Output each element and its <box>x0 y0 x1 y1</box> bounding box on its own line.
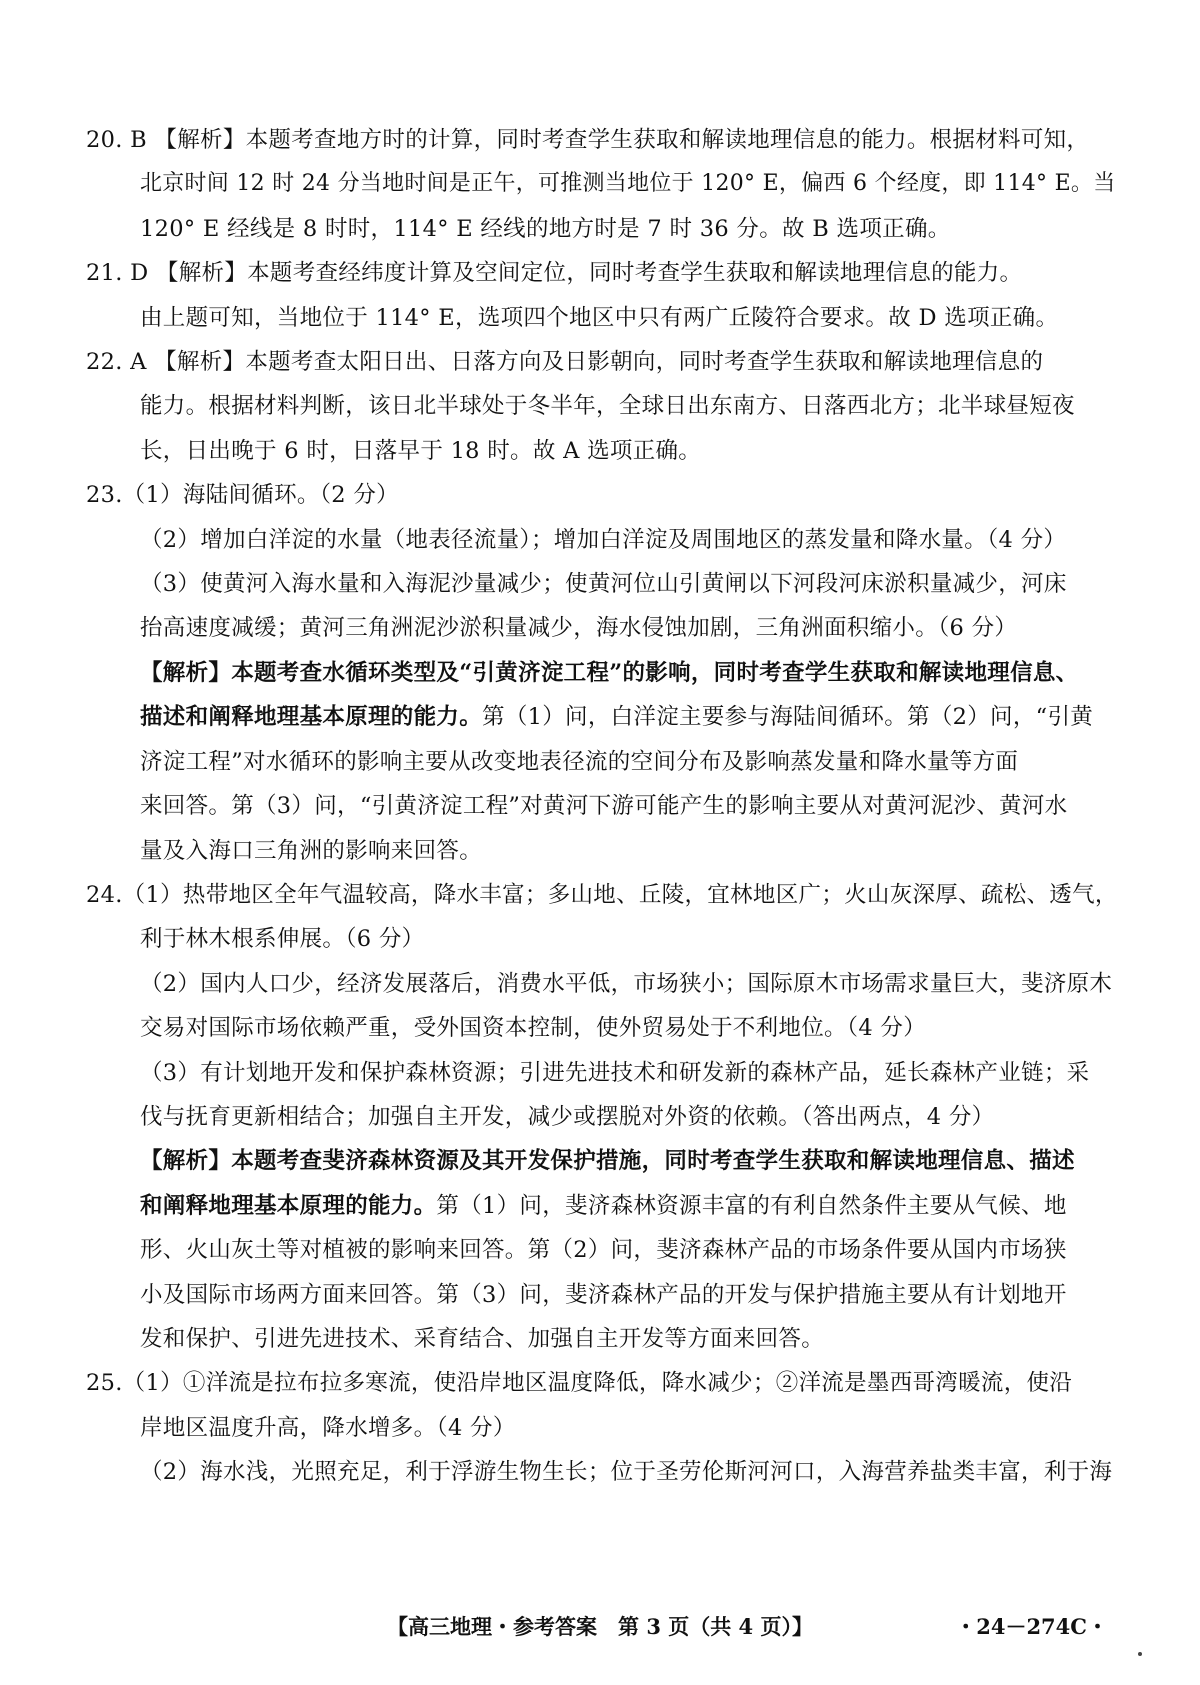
q24-answer-2-line-1: （2）国内人口少，经济发展落后，消费水平低，市场狭小；国际原木市场需求量巨大，斐济原木 <box>140 970 1113 997</box>
q23-explanation-line-4: 来回答。第（3）问，“引黄济淀工程”对黄河下游可能产生的影响主要从对黄河泥沙、黄河水 <box>140 793 1068 820</box>
scan-dot <box>1138 1652 1142 1656</box>
q21-line-2: 由上题可知，当地位于 114° E，选项四个地区中只有两广丘陵符合要求。故 D 选项正确。 <box>140 304 1059 331</box>
q24-explanation-line-2 <box>86 1184 1126 1228</box>
q23-explanation-line-1: 【解析】本题考查水循环类型及“引黄济淀工程”的影响，同时考查学生获取和解读地理信息、 <box>140 659 1079 686</box>
answer-content <box>86 118 1126 1495</box>
q24-explanation-line-2-rest: 第（1）问，斐济森林资源丰富的有利自然条件主要从气候、地 <box>436 1192 1067 1219</box>
q23-answer-3-line-2: 抬高速度减缓；黄河三角洲泥沙淤积量减少，海水侵蚀加剧，三角洲面积缩小。（6 分） <box>140 615 1018 642</box>
q22-line-3: 长，日出晚于 6 时，日落早于 18 时。故 A 选项正确。 <box>140 437 702 464</box>
q24-explanation-line-4: 小及国际市场两方面来回答。第（3）问，斐济森林产品的开发与保护措施主要从有计划地开 <box>140 1281 1067 1308</box>
q23-answer-1: 23.（1）海陆间循环。（2 分） <box>86 482 399 509</box>
q22-line-2: 能力。根据材料判断，该日北半球处于冬半年，全球日出东南方、日落西北方；北半球昼短夜 <box>140 393 1075 420</box>
q24-answer-3-line-2: 伐与抚育更新相结合；加强自主开发，减少或摆脱对外资的依赖。（答出两点，4 分） <box>140 1103 995 1130</box>
q24-answer-1-line-2: 利于林木根系伸展。（6 分） <box>140 926 425 953</box>
q23-explanation-line-2-rest: 第（1）问，白洋淀主要参与海陆间循环。第（2）问，“引黄 <box>482 704 1094 731</box>
q24-answer-3-line-1: （3）有计划地开发和保护森林资源；引进先进技术和研发新的森林产品，延长森林产业链；采 <box>140 1059 1090 1086</box>
q23-explanation-line-5: 量及入海口三角洲的影响来回答。 <box>140 837 483 864</box>
q23-explanation-line-2-bold: 描述和阐释地理基本原理的能力。 <box>140 704 483 731</box>
q24-explanation-line-3: 形、火山灰土等对植被的影响来回答。第（2）问，斐济森林产品的市场条件要从国内市场狭 <box>140 1237 1067 1264</box>
q24-explanation-line-5: 发和保护、引进先进技术、采育结合、加强自主开发等方面来回答。 <box>140 1325 825 1352</box>
q23-answer-3-line-1: （3）使黄河入海水量和入海泥沙量减少；使黄河位山引黄闸以下河段河床淤积量减少，河床 <box>140 571 1067 598</box>
q24-explanation-line-1: 【解析】本题考查斐济森林资源及其开发保护措施，同时考查学生获取和解读地理信息、描述 <box>140 1148 1075 1175</box>
footer-code: ・24－274C・ <box>955 1614 1108 1639</box>
q21-line-1: 21. D 【解析】本题考查经纬度计算及空间定位，同时考查学生获取和解读地理信息的能力。 <box>86 260 1023 287</box>
q24-answer-2-line-2: 交易对国际市场依赖严重，受外国资本控制，使外贸易处于不利地位。（4 分） <box>140 1015 927 1042</box>
q20-line-3: 120° E 经线是 8 时时，114° E 经线的地方时是 7 时 36 分。故 B 选项正确。 <box>140 215 951 242</box>
q23-explanation-line-2 <box>86 695 1126 739</box>
q23-explanation-line-3: 济淀工程”对水循环的影响主要从改变地表径流的空间分布及影响蒸发量和降水量等方面 <box>140 748 1019 775</box>
q20-line-1: 20. B 【解析】本题考查地方时的计算，同时考查学生获取和解读地理信息的能力。根据材料可知， <box>86 127 1090 153</box>
q22-line-1: 22. A 【解析】本题考查太阳日出、日落方向及日影朝向，同时考查学生获取和解读地理信息的 <box>86 349 1044 376</box>
q24-answer-1-line-1: 24.（1）热带地区全年气温较高，降水丰富；多山地、丘陵，宜林地区广；火山灰深厚、疏松、透气， <box>86 881 1118 908</box>
q25-answer-1-line-2: 岸地区温度升高，降水增多。（4 分） <box>140 1414 516 1441</box>
q24-explanation-line-2-bold: 和阐释地理基本原理的能力。 <box>140 1192 437 1219</box>
footer-title: 【高三地理・参考答案 第 3 页（共 4 页）】 <box>387 1614 813 1639</box>
q25-answer-2-line-1: （2）海水浅，光照充足，利于浮游生物生长；位于圣劳伦斯河河口，入海营养盐类丰富，利于海 <box>140 1459 1113 1486</box>
q23-answer-2: （2）增加白洋淀的水量（地表径流量）；增加白洋淀及周围地区的蒸发量和降水量。（4 分） <box>140 526 1067 553</box>
q20-line-2: 北京时间 12 时 24 分当地时间是正午，可推测当地位于 120° E，偏西 6 个经度，即 114° E。当 <box>140 171 1116 197</box>
q25-answer-1-line-1: 25.（1）①洋流是拉布拉多寒流，使沿岸地区温度降低，降水减少；②洋流是墨西哥湾暖流，使沿 <box>86 1370 1073 1397</box>
